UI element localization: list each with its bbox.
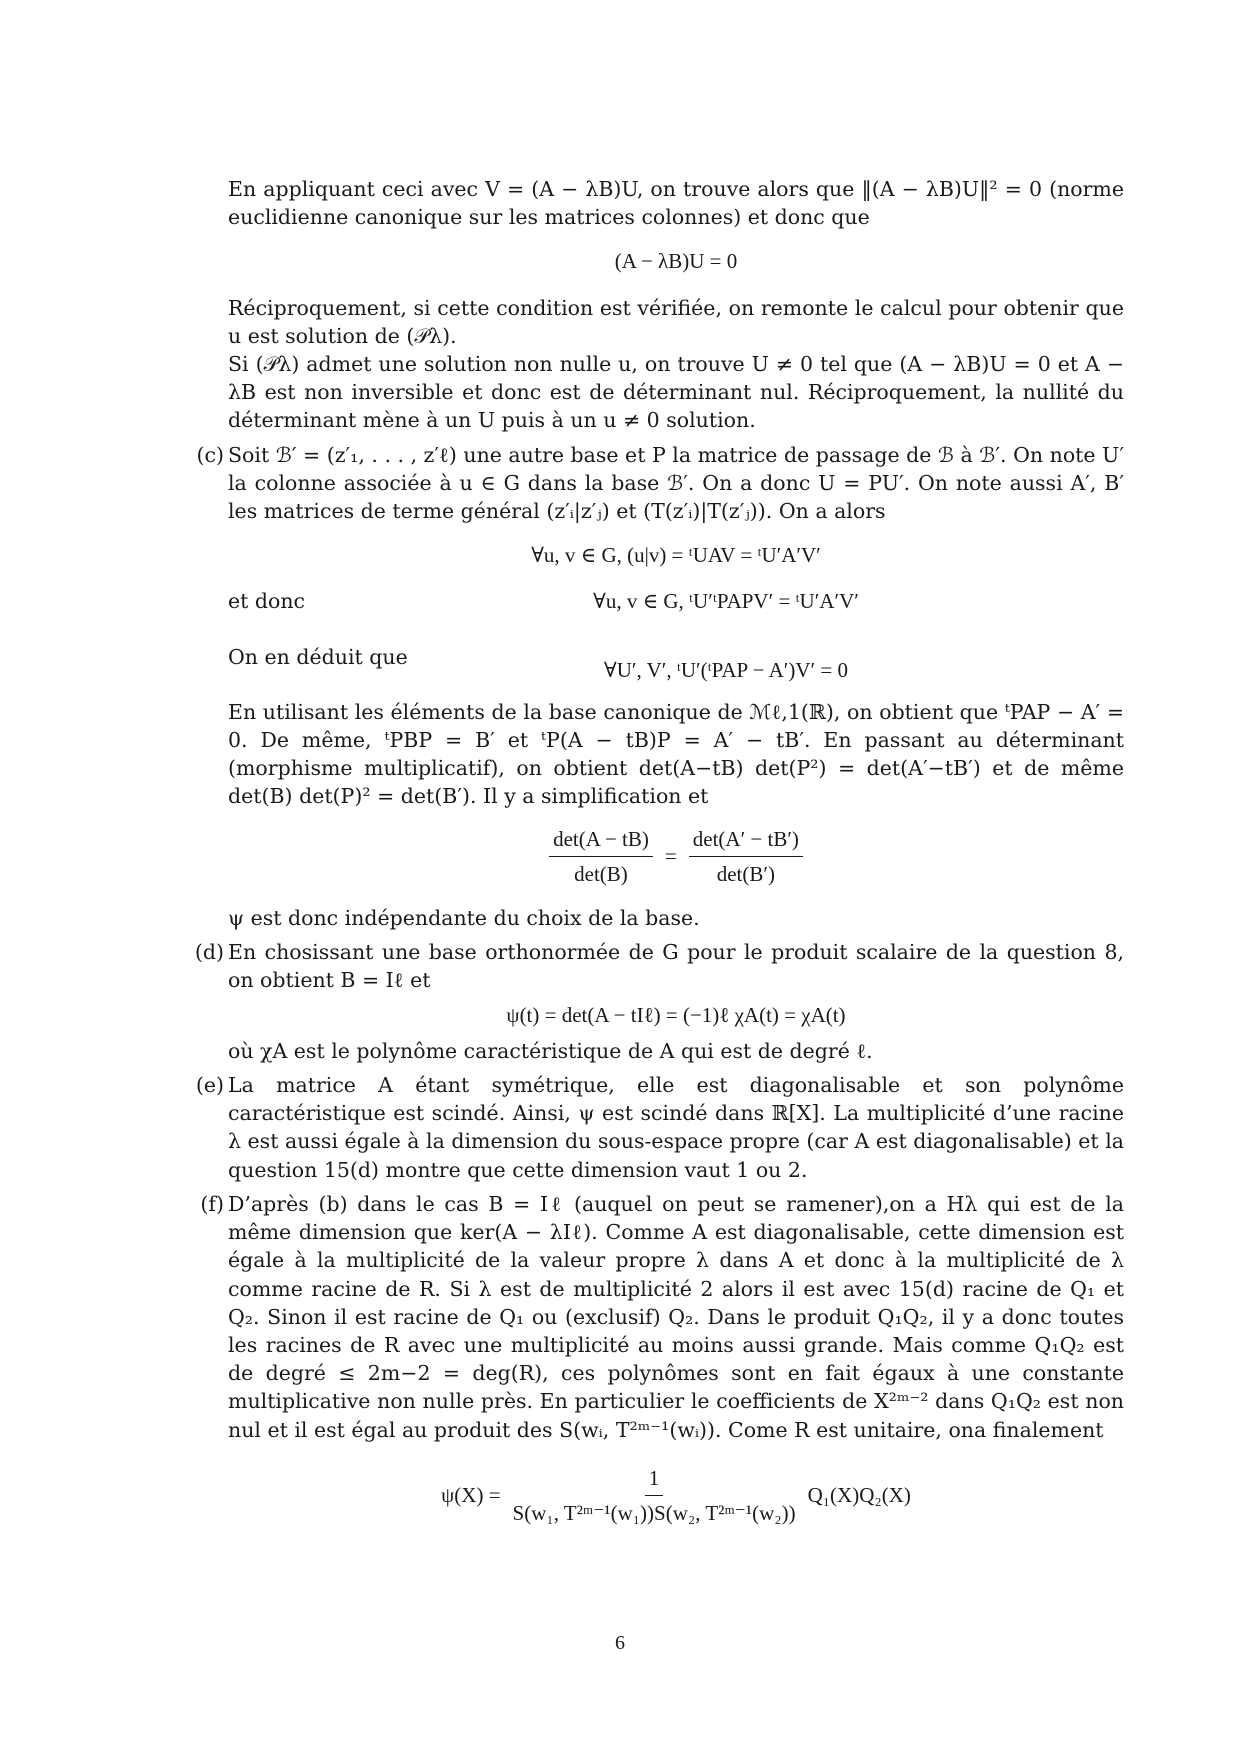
equation-kernel: (A − λB)U = 0	[614, 249, 738, 274]
equation-scalar-product: ∀u, v ∈ G, (u|v) = ᵗUAV = ᵗU′A′V′	[531, 543, 821, 568]
equation-determinant-ratio	[228, 825, 1124, 888]
fraction-denominator: det(B)	[574, 861, 628, 886]
equation-transpose: ∀u, v ∈ G, ᵗU′ᵗPAPV′ = ᵗU′A′V′	[593, 589, 859, 614]
item-e-paragraph-1: La matrice A étant symétrique, elle est diagonalisable et son polynôme caractéristique est scindé. Ainsi, ψ est scindé dans ℝ[X]. La multiplicité d’une racine λ est aussi égale à la dimension du sous-espace propre (car A est diagonalisable) et la question 15(d) montre que cette dimension vaut 1 ou 2.	[228, 1073, 1124, 1182]
item-e	[195, 1071, 1124, 1184]
item-label: (d)	[194, 940, 224, 965]
fraction-numerator: det(A − tB)	[549, 825, 653, 857]
equation-characteristic: ψ(t) = det(A − tIℓ) = (−1)ℓ χA(t) = χA(t)	[506, 1002, 846, 1027]
item-f	[200, 1190, 1124, 1527]
fraction-numerator: det(A′ − tB′)	[689, 825, 803, 857]
row-lead-text: On en déduit que	[228, 644, 408, 669]
item-c-paragraph-2: En utilisant les éléments de la base canonique de ℳℓ,1(ℝ), on obtient que ᵗPAP − A′ = 0. De même, ᵗPBP = B′ et ᵗP(A − tB)P = A′ − tB′. En passant au déterminant (morphisme multiplicatif), on obtient det(A−tB) det(P²) = det(A′−tB′) et de même det(B) det(P)² = det(B′). Il y a simplification et	[228, 699, 1124, 809]
item-d	[194, 938, 1124, 1065]
intro-paragraph-3: Si (𝒫λ) admet une solution non nulle u, on trouve U ≠ 0 tel que (A − λB)U = 0 et A − λB est non inversible et donc est de déterminant nul. Réciproquement, la nullité du déterminant mène à un U puis à un u ≠ 0 solution.	[228, 352, 1124, 433]
item-label: (e)	[195, 1073, 224, 1098]
fraction-numerator: 1	[645, 1464, 664, 1496]
item-c-paragraph-1: Soit ℬ′ = (z′₁, . . . , z′ℓ) une autre base et P la matrice de passage de ℬ à ℬ′. On note U′ la colonne associée à u ∈ G dans la base ℬ′. On a donc U = PU′. On note aussi A′, B′ les matrices de terme général (z′ᵢ|z′ⱼ) et (T(z′ᵢ)|T(z′ⱼ)). On a alors	[228, 442, 1124, 524]
item-c-paragraph-3: ψ est donc indépendante du choix de la base.	[228, 906, 700, 931]
row-lead-text: et donc	[228, 589, 306, 614]
equals-sign: =	[664, 844, 677, 869]
fraction-right	[689, 825, 803, 888]
fraction-denominator: S(w₁, T²ᵐ⁻¹(w₁))S(w₂, T²ᵐ⁻¹(w₂))	[512, 1500, 796, 1525]
item-d-paragraph-1: En chosissant une base orthonormée de G pour le produit scalaire de la question 8, on obtient B = Iℓ et	[228, 940, 1124, 993]
page-content	[194, 175, 1124, 1543]
equation-rhs: Q₁(X)Q₂(X)	[807, 1483, 911, 1508]
intro-paragraph-1: En appliquant ceci avec V = (A − λB)U, on trouve alors que ‖(A − λB)U‖² = 0 (norme euclidienne canonique sur les matrices colonnes) et donc que	[228, 177, 1124, 230]
item-label: (f)	[200, 1191, 224, 1216]
equation-row-3	[228, 630, 1124, 684]
equation-zero: ∀U′, V′, ᵗU′(ᵗPAP − A′)V′ = 0	[604, 657, 848, 682]
item-f-paragraph-1: D’après (b) dans le cas B = Iℓ (auquel on peut se ramener),on a Hλ qui est de la même dimension que ker(A − λIℓ). Comme A est diagonalisable, cette dimension est égale à la multiplicité de la valeur propre λ dans A et donc à la multiplicité de λ comme racine de R. Si λ est de multiplicité 2 alors il est avec 15(d) racine de Q₁ et Q₂. Sinon il est racine de Q₁ ou (exclusif) Q₂. Dans le produit Q₁Q₂, il y a donc toutes les racines de R avec une multiplicité au moins aussi grande. Mais comme Q₁Q₂ est de degré ≤ 2m−2 = deg(R), ces polynômes sont en fait égaux à une constante multiplicative non nulle près. En particulier le coefficients de X²ᵐ⁻² dans Q₁Q₂ est non nul et il est égal au produit des S(wᵢ, T²ᵐ⁻¹(wᵢ)). Come R est unitaire, ona finalement	[228, 1191, 1124, 1442]
item-label: (c)	[196, 442, 224, 467]
equation-row-2	[228, 587, 1124, 615]
item-c	[196, 441, 1124, 933]
fraction-psi	[509, 1464, 800, 1527]
equation-lhs: ψ(X) =	[441, 1483, 501, 1508]
intro-paragraph-2: Réciproquement, si cette condition est vérifiée, on remonte le calcul pour obtenir que u est solution de (𝒫λ).	[228, 295, 1124, 348]
page-number: 6	[615, 1632, 625, 1654]
equation-psi-final	[228, 1464, 1124, 1527]
item-d-paragraph-2: où χA est le polynôme caractéristique de A qui est de degré ℓ.	[228, 1038, 873, 1063]
fraction-left	[549, 825, 653, 888]
fraction-denominator: det(B′)	[716, 861, 775, 886]
